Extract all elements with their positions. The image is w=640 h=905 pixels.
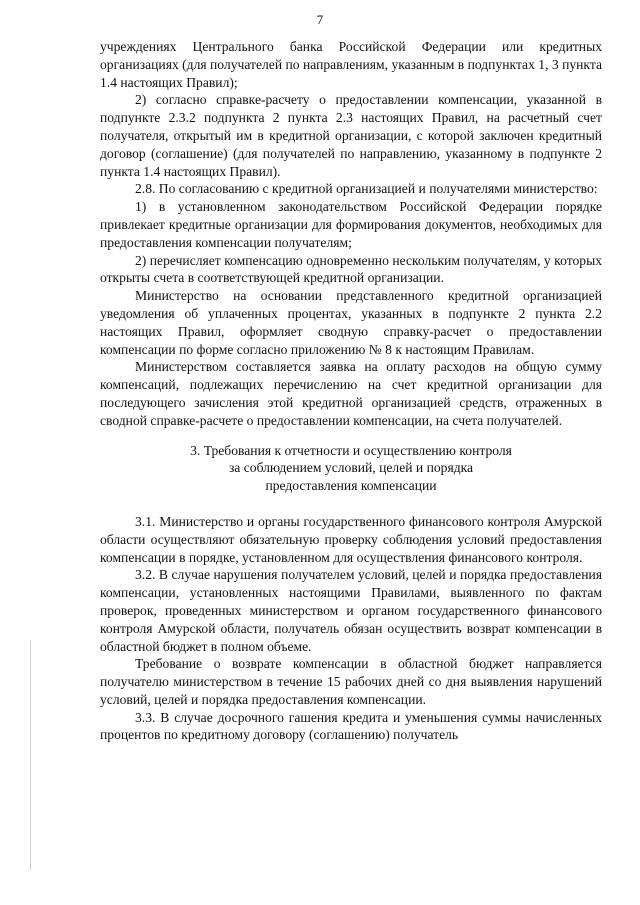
paragraph-2-8: 2.8. По согласованию с кредитной организацией и получателями министерство: (135, 181, 598, 197)
paragraph-3-1: 3.1. Министерство и органы государственного финансового контроля Амурской области осуществляют обязательную проверку соблюдения условий предоставления компенсации в порядке, установленном для осуществления финансового контроля. (100, 513, 602, 565)
paragraph-payment-request: Министерством составляется заявка на оплату расходов на общую сумму компенсаций, подлежащих перечислению на счет кредитной организации для последующего зачисления этой кредитной организацией средств, отраженных в сводной справке-расчете о предоставлении компенсации, на счета получателей. (100, 359, 602, 428)
scan-edge-line (30, 640, 31, 870)
section-3-title (100, 442, 602, 495)
paragraph-continuation: учреждениях Центрального банка Российской Федерации или кредитных организациях (для получателей по направлениям, указанным в подпунктах 1, 3 пункта 1.4 настоящих Правил); (100, 39, 602, 90)
paragraph-summary-calculation: Министерство на основании представленного кредитной организацией уведомления об уплаченных процентах, указанных в подпункте 2 пункта 2.2 настоящих Правил, оформляет сводную справку-расчет о предоставлении компенсации по форме согласно приложению № 8 к настоящим Правилам. (100, 288, 602, 357)
paragraph-2-8-1: 1) в установленном законодательством Российской Федерации порядке привлекает кредитные организации для формирования документов, необходимых для предоставления компенсации получателям; (100, 199, 602, 250)
paragraph-3-3: 3.3. В случае досрочного гашения кредита и уменьшения суммы начисленных процентов по кредитному договору (соглашению) получатель (100, 709, 602, 743)
page-number: 7 (316, 12, 324, 27)
paragraph-3-2: 3.2. В случае нарушения получателем условий, целей и порядка предоставления компенсации, установленных настоящими Правилами, выявленного по фактам проверок, проведенных министерством и органом государственного финансового контроля Амурской области, получатель обязан осуществить возврат компенсации в областной бюджет в полном объеме. (100, 567, 602, 654)
paragraph-2-8-2: 2) перечисляет компенсацию одновременно нескольким получателям, у которых открыты счета в соответствующей кредитной организации. (100, 252, 602, 286)
paragraph-refund-request: Требование о возврате компенсации в областной бюджет направляется получателю министерством в течение 15 рабочих дней со дня выявления нарушений условий, целей и порядка предоставления компенсации. (100, 656, 602, 707)
paragraph-2-7-2: 2) согласно справке-расчету о предоставлении компенсации, указанной в подпункте 2.3.2 подпункта 2 пункта 2.3 настоящих Правил, на расчетный счет получателя, открытый им в кредитной организации, с которой заключен кредитный договор (соглашение) (для получателей по направлению, указанному в подпункте 2 пункта 1.4 настоящих Правил). (100, 92, 602, 179)
section-title-line-3: предоставления компенсации (265, 478, 437, 494)
section-title-line-1: 3. Требования к отчетности и осуществлению контроля (190, 442, 512, 458)
section-title-line-2: за соблюдением условий, целей и порядка (228, 460, 474, 476)
document-body (100, 38, 602, 744)
